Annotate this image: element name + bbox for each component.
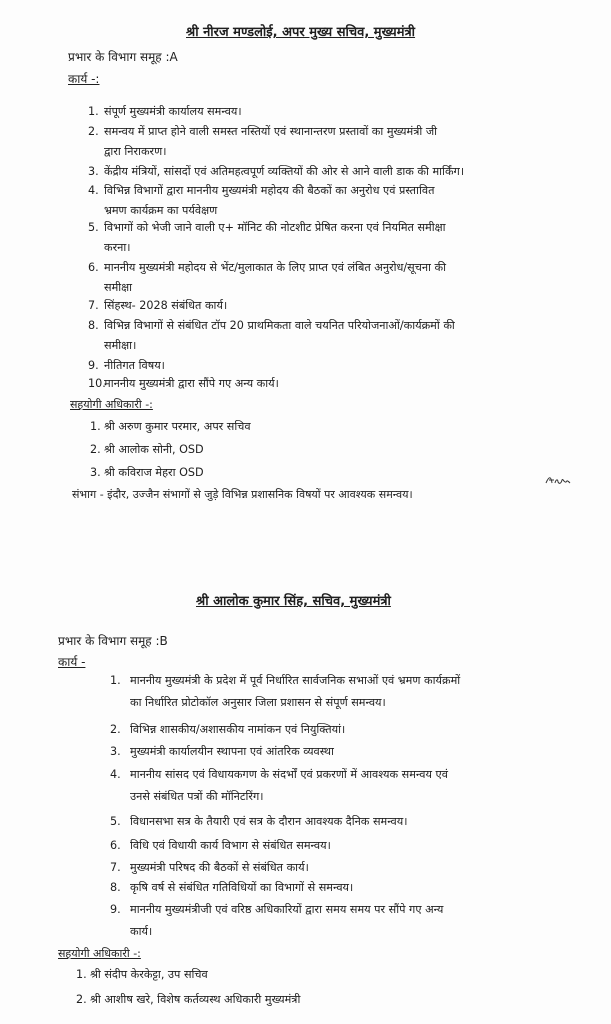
section-a-officer-number: 2. [90, 443, 101, 456]
section-a-officer-name: श्री आलोक सोनी, OSD [104, 443, 204, 456]
section-b-item-number: 7. [110, 861, 121, 874]
section-a-division: संभाग - इंदौर, उज्जैन संभागों से जुड़े विभिन्न प्रशासनिक विषयों पर आवश्यक समन्वय। [72, 488, 413, 501]
section-a-item-text: नीतिगत विषय। [104, 359, 165, 372]
section-a-officer-name: श्री अरुण कुमार परमार, अपर सचिव [104, 420, 251, 433]
section-b-item-number: 9. [110, 903, 121, 916]
section-a-item-text: संपूर्ण मुख्यमंत्री कार्यालय समन्वय। [104, 105, 242, 118]
section-a-item-text: विभागों को भेजी जाने वाली ए+ मॉनिट की नोटशीट प्रेषित करना एवं नियमित समीक्षा [104, 221, 446, 234]
section-a-work-label: कार्य -: [68, 72, 100, 86]
section-b-item-number: 6. [110, 839, 121, 852]
section-a-item-number: 2. [88, 125, 99, 138]
section-b-item-text-continued: कार्य। [130, 925, 153, 938]
section-b-item-text: माननीय मुख्यमंत्री के प्रदेश में पूर्व निर्धारित सार्वजनिक सभाओं एवं भ्रमण कार्यक्रमों [130, 674, 461, 687]
section-a-item-text: विभिन्न विभागों से संबंधित टॉप 20 प्राथमिकता वाले चयनित परियोजनाओं/कार्यक्रमों की [104, 319, 455, 332]
section-b-officer-name: श्री आशीष खरे, विशेष कर्तव्यस्थ अधिकारी मुख्यमंत्री [90, 993, 301, 1006]
section-b-item-text: माननीय मुख्यमंत्रीजी एवं वरिष्ठ अधिकारियों द्वारा समय समय पर सौंपे गए अन्य [130, 903, 444, 916]
section-b-item-text: विधि एवं विधायी कार्य विभाग से संबंधित समन्वय। [130, 839, 331, 852]
section-a-officer-number: 1. [90, 420, 101, 433]
section-a-item-number: 8. [88, 319, 99, 332]
section-b-dept-group: प्रभार के विभाग समूह :B [58, 634, 168, 648]
section-b-officer-number: 1. [76, 968, 87, 981]
section-a-item-text-continued: द्वारा निराकरण। [104, 145, 167, 158]
section-a-officer-name: श्री कविराज मेहरा OSD [104, 466, 204, 479]
section-b-item-number: 2. [110, 723, 121, 736]
section-a-item-number: 5. [88, 221, 99, 234]
section-a-item-number: 3. [88, 165, 99, 178]
section-a-item-text: विभिन्न विभागों द्वारा माननीय मुख्यमंत्री महोदय की बैठकों का अनुरोध एवं प्रस्तावित [104, 184, 435, 197]
section-a-item-text: माननीय मुख्यमंत्री द्वारा सौंपे गए अन्य कार्य। [104, 377, 279, 390]
section-a-item-text: केंद्रीय मंत्रियों, सांसदों एवं अतिमहत्वपूर्ण व्यक्तियों की ओर से आने वाली डाक की मार्किंग। [104, 165, 465, 178]
section-b-item-text: मुख्यमंत्री कार्यालयीन स्थापना एवं आंतरिक व्यवस्था [130, 745, 334, 758]
section-a-item-text: माननीय मुख्यमंत्री महोदय से भेंट/मुलाकात के लिए प्राप्त एवं लंबित अनुरोध/सूचना की [104, 261, 446, 274]
section-a-item-text-continued: समीक्षा। [104, 339, 137, 352]
section-b-item-text-continued: का निर्धारित प्रोटोकॉल अनुसार जिला प्रशासन से संपूर्ण समन्वय। [130, 696, 386, 709]
section-a-item-number: 10. [88, 377, 106, 390]
section-b-item-number: 1. [110, 674, 121, 687]
section-a-support-label: सहयोगी अधिकारी -: [70, 398, 153, 411]
section-b-item-number: 8. [110, 881, 121, 894]
section-b-officer-name: श्री संदीप केरकेट्टा, उप सचिव [90, 968, 208, 981]
section-b-item-number: 5. [110, 815, 121, 828]
section-a-title: श्री नीरज मण्डलोई, अपर मुख्य सचिव, मुख्यमंत्री [186, 25, 416, 40]
section-a-item-text-continued: करना। [104, 241, 131, 254]
section-a-item-number: 4. [88, 184, 99, 197]
section-a-item-number: 9. [88, 359, 99, 372]
section-a-item-text-continued: समीक्षा [104, 281, 133, 294]
section-b-item-text: माननीय सांसद एवं विधायकगण के संदर्भों एवं प्रकरणों में आवश्यक समन्वय एवं [130, 768, 448, 781]
section-b-item-text-continued: उनसे संबंधित पत्रों की मॉनिटरिंग। [130, 790, 264, 803]
handwritten-signature [545, 474, 571, 489]
section-b-support-label: सहयोगी अधिकारी -: [58, 947, 141, 960]
section-b-item-text: कृषि वर्ष से संबंधित गतिविधियों का विभागों से समन्वय। [130, 881, 354, 894]
section-a-item-text-continued: भ्रमण कार्यक्रम का पर्यवेक्षण [104, 204, 218, 217]
section-b-item-text: मुख्यमंत्री परिषद की बैठकों से संबंधित कार्य। [130, 861, 309, 874]
section-b-item-number: 4. [110, 768, 121, 781]
section-b-item-number: 3. [110, 745, 121, 758]
section-a-item-text: सिंहस्थ- 2028 संबंधित कार्य। [104, 299, 228, 312]
section-b-item-text: विधानसभा सत्र के तैयारी एवं सत्र के दौरान आवश्यक दैनिक समन्वय। [130, 815, 408, 828]
section-a-dept-group: प्रभार के विभाग समूह :A [68, 50, 178, 64]
section-b-officer-number: 2. [76, 993, 87, 1006]
section-b-title: श्री आलोक कुमार सिंह, सचिव, मुख्यमंत्री [196, 594, 391, 609]
section-b-work-label: कार्य - [58, 655, 86, 669]
section-a-item-text: समन्वय में प्राप्त होने वाली समस्त नस्तियों एवं स्थानान्तरण प्रस्तावों का मुख्यमंत्री जी [104, 125, 438, 138]
section-b-item-text: विभिन्न शासकीय/अशासकीय नामांकन एवं नियुक्तियां। [130, 723, 346, 736]
section-a-item-number: 6. [88, 261, 99, 274]
section-a-item-number: 1. [88, 105, 99, 118]
section-a-item-number: 7. [88, 299, 99, 312]
section-a-officer-number: 3. [90, 466, 101, 479]
